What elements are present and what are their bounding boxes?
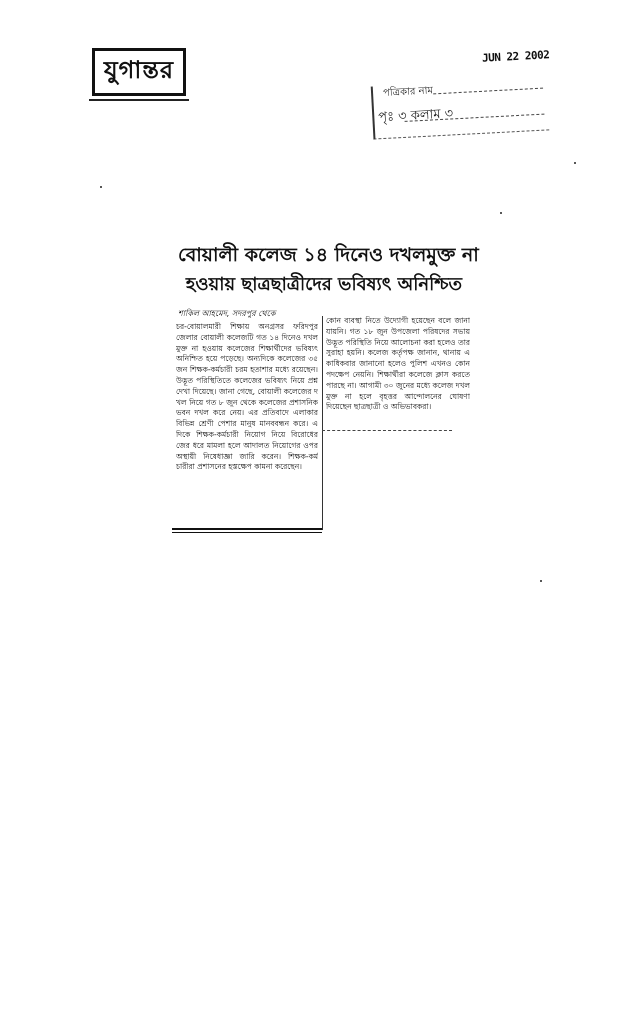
- clipping-bottom-rule: [172, 528, 322, 530]
- date-stamp: JUN 22 2002: [481, 48, 550, 65]
- headline-line1: বোয়ালী কলেজ ১৪ দিনেও দখলমুক্ত না: [178, 244, 479, 266]
- article-column-2: কোন ব্যবস্থা নিতে উদ্যোগী হয়েছেন বলে জানা যায়নি। গত ১৮ জুন উপজেলা পরিষদের সভায় উদ্ভূত পরিস্থিতি নিয়ে আলোচনা করা হলেও তার সুরাহা হয়নি। কলেজ কর্তৃপক্ষ জানান, থানায় একাধিকবার জানানো হলেও পুলিশ এখনও কোন পদক্ষেপ নেয়নি। শিক্ষার্থীরা কলেজে ক্লাস করতে পারছে না। আগামী ৩০ জুনের মধ্যে কলেজ দখলমুক্ত না হলে বৃহত্তর আন্দোলনের ঘোষণা দিয়েছেন ছাত্রছাত্রী ও অভিভাবকরা।: [326, 316, 470, 412]
- newspaper-masthead: যুগান্তর: [92, 48, 186, 96]
- reference-stamp-dash: [433, 88, 543, 95]
- column-2-end-rule: [322, 430, 452, 431]
- reference-stamp: [371, 77, 550, 139]
- clipping-bottom-rule: [172, 532, 322, 533]
- article-headline: [178, 240, 479, 300]
- scan-speck: [540, 580, 542, 582]
- article-byline: শাকিল আহমেদ, সদরপুর থেকে: [178, 309, 276, 318]
- reference-stamp-line2: পৃঃ ৩ কলাম ৩: [377, 106, 454, 126]
- reference-stamp-line1: পত্রিকার নাম: [382, 85, 434, 99]
- headline-line2: হওয়ায় ছাত্রছাত্রীদের ভবিষ্যৎ অনিশ্চিত: [185, 274, 463, 295]
- article-column-1: চর-বোয়ালমারী শিক্ষায় অনগ্রসর ফরিদপুর জেলার বোয়ালী কলেজটি গত ১৪ দিনেও দখলমুক্ত না হওয়ায় কলেজের শিক্ষার্থীদের ভবিষ্যৎ অনিশ্চিত হয়ে পড়েছে। অন্যদিকে কলেজের ৩৫ জন শিক্ষক-কর্মচারী চরম হতাশার মধ্যে রয়েছেন। উদ্ভূত পরিস্থিতিতে কলেজের ভবিষ্যৎ নিয়ে প্রশ্ন দেখা দিয়েছে। জানা গেছে, বোয়ালী কলেজের দখল নিয়ে গত ৮ জুন থেকে কলেজের প্রশাসনিক ভবন দখল করে নেয়। এর প্রতিবাদে এলাকার বিভিন্ন শ্রেণী পেশার মানুষ মানববন্ধন করে। এদিকে শিক্ষক-কর্মচারী নিয়োগ নিয়ে বিরোধের জের ধরে মামলা হলে আদালত নিয়োগের ওপর অস্থায়ী নিষেধাজ্ঞা জারি করেন। শিক্ষক-কর্মচারীরা প্রশাসনের হস্তক্ষেপ কামনা করেছেন।: [176, 322, 318, 472]
- newspaper-clipping: [172, 240, 479, 540]
- column-divider: [322, 316, 323, 530]
- scan-speck: [574, 162, 576, 164]
- scan-speck: [100, 186, 102, 188]
- scan-speck: [500, 212, 502, 214]
